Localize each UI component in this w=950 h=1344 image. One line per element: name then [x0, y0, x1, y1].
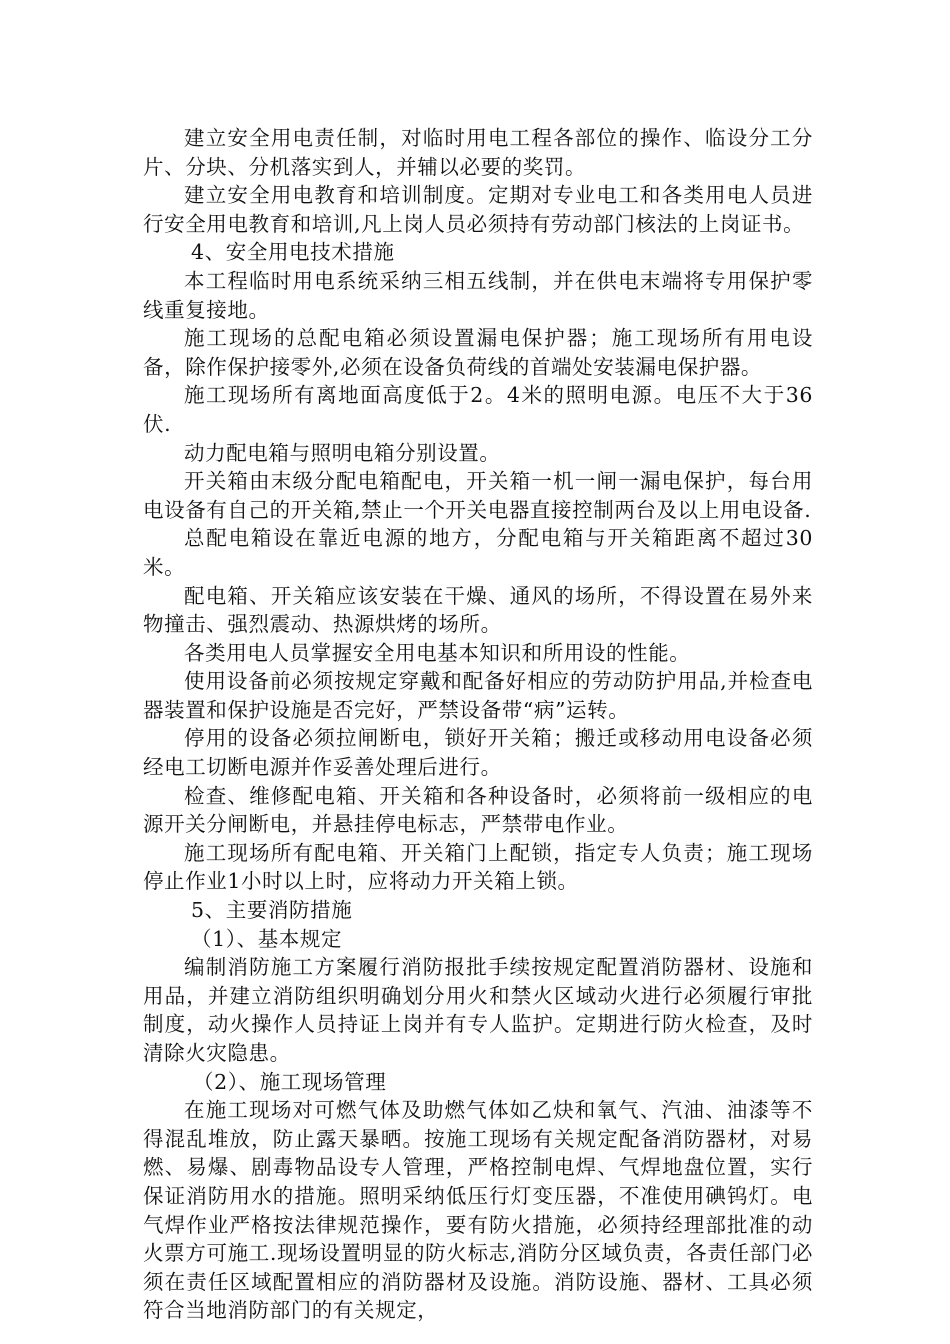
section-heading-fire-measures: 5、主要消防措施 — [191, 898, 353, 923]
paragraph-leakage-protector: 施工现场的总配电箱必须设置漏电保护器；施工现场所有用电设备，除作保护接零外,必须在设备负荷线的首端处安装漏电保护器。 — [143, 326, 813, 379]
paragraph-box-locks: 施工现场所有配电箱、开关箱门上配锁，指定专人负责；施工现场停止作业1小时以上时，应将动力开关箱上锁。 — [143, 840, 813, 894]
paragraph-basic-knowledge: 各类用电人员掌握安全用电基本知识和所用设的性能。 — [184, 640, 691, 665]
paragraph-safety-training: 建立安全用电教育和培训制度。定期对专业电工和各类用电人员进行安全用电教育和培训,凡上岗人员必须持有劳动部门核法的上岗证书。 — [143, 183, 813, 236]
paragraph-box-distance: 总配电箱设在靠近电源的地方，分配电箱与开关箱距离不超过30米。 — [143, 526, 813, 579]
section-heading-electrical-measures: 4、安全用电技术措施 — [191, 240, 395, 265]
subsection-heading-site-management: （2）、施工现场管理 — [193, 1069, 387, 1094]
paragraph-maintenance: 检查、维修配电箱、开关箱和各种设备时，必须将前一级相应的电源开关分闸断电，并悬挂停电标志，严禁带电作业。 — [143, 783, 813, 837]
subsection-heading-basic-rules: （1）、基本规定 — [191, 926, 343, 951]
paragraph-fire-plan: 编制消防施工方案履行消防报批手续按规定配置消防器材、设施和用品，并建立消防组织明确划分用火和禁火区域动火进行必须履行审批制度，动火操作人员持证上岗并有专人监护。定期进行防火检查，及时清除火灾隐患。 — [143, 955, 813, 1065]
paragraph-site-fire-management: 在施工现场对可燃气体及助燃气体如乙炔和氧气、汽油、油漆等不得混乱堆放，防止露天暴晒。按施工现场有关规定配备消防器材，对易燃、易爆、剧毒物品设专人管理，严格控制电焊、气焊地盘位置，实行保证消防用水的措施。照明采纳低压行灯变压器，不准使用碘钨灯。电气焊作业严格按法律规范操作，要有防火措施，必须持经理部批准的动火票方可施工.现场设置明显的防火标志,消防分区域负责，各责任部门必须在责任区域配置相应的消防器材及设施。消防设施、器材、工具必须符合当地消防部门的有关规定， — [143, 1098, 813, 1323]
paragraph-safety-responsibility: 建立安全用电责任制，对临时用电工程各部位的操作、临设分工分片、分块、分机落实到人，并辅以必要的奖罚。 — [143, 126, 813, 179]
paragraph-power-off: 停用的设备必须拉闸断电，锁好开关箱；搬迁或移动用电设备必须经电工切断电源并作妥善处理后进行。 — [143, 726, 813, 780]
paragraph-five-wire-system: 本工程临时用电系统采纳三相五线制，并在供电末端将专用保护零线重复接地。 — [143, 268, 813, 322]
paragraph-separate-boxes: 动力配电箱与照明电箱分别设置。 — [184, 440, 501, 465]
paragraph-switch-box: 开关箱由末级分配电箱配电，开关箱一机一闸一漏电保护，每台用电设备有自己的开关箱,禁止一个开关电器直接控制两台及以上用电设备. — [143, 469, 813, 522]
paragraph-box-location: 配电箱、开关箱应该安装在干燥、通风的场所，不得设置在易外来物撞击、强烈震动、热源烘烤的场所。 — [143, 583, 813, 637]
paragraph-protective-equipment: 使用设备前必须按规定穿戴和配备好相应的劳动防护用品,并检查电器装置和保护设施是否完好，严禁设备带“病”运转。 — [143, 669, 813, 722]
paragraph-lighting-voltage: 施工现场所有离地面高度低于2。4米的照明电源。电压不大于36伏. — [143, 383, 813, 436]
document-body — [143, 124, 813, 1325]
